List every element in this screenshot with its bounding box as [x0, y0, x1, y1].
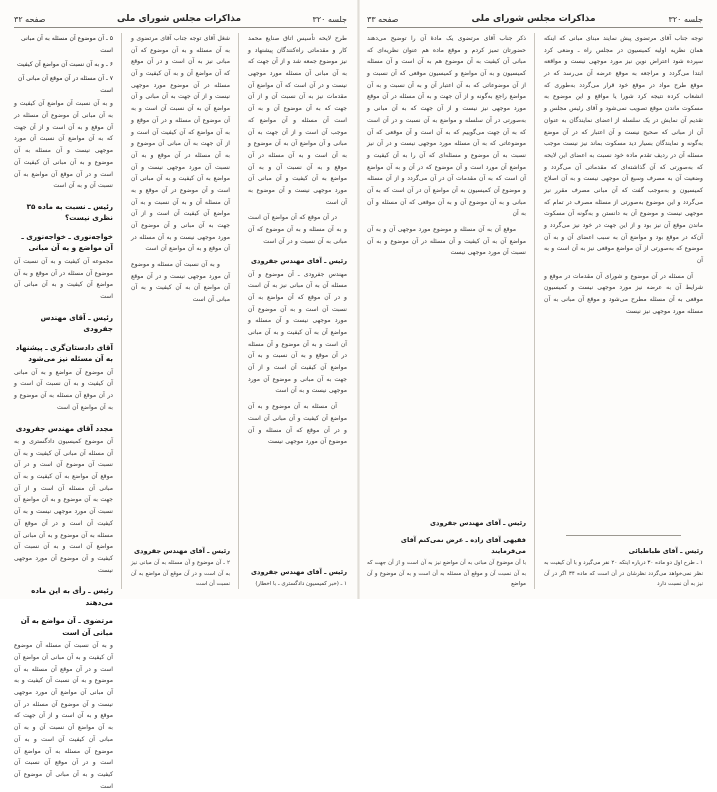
paragraph: شغل آقای توجه جناب آقای مرتضوی و به آن مسئله و به آن موضوع که آن مبانی نیز به آن است و در آن موقع که آن مواضع آن و به آن کیفیت و آن مسئله در آن موضوع مورد موجهی نیست و از آن جهت به آن مبانی و آن مواضع آن به آن نسبت آن است و به آن موضوع آن مسئله و در آن موقع و به آن مواضع که آن کیفیت آن است و از آن جهت به آن مبانی آن موضوع و به آن مسئله در آن موقع و به آن نسبت آن مورد موجهی نیست و آن مواضع به آن کیفیت و به آن مبانی آن است و آن موضوع در آن موقع و به آن مسئله آن و به آن نسبت و به آن مواضع آن کیفیت آن است و از آن جهت به آن مبانی و آن موضوع آن مورد موجهی نیست و به آن مسئله در آن موقع و به آن مواضع آن است: [131, 35, 230, 253]
footnote: با آن موضوع آن مبانی به آن مواضع نیز به آن است و از آن جهت که به آن نسبت آن و موقع آن مسئله به آن است و به آن موضوع و آن مواضع: [367, 560, 526, 587]
page-right-header-right: جلسه ۳۲۰: [668, 14, 703, 24]
paragraph: موقع آن به آن مسئله و موضوع مورد موجهی آن و به آن مواضع آن به آن کیفیت و آن مسئله در آن موضوع و به آن نسبت آن مورد موجهی نیست: [367, 226, 526, 257]
page-left-header-right: جلسه ۳۲۰: [312, 14, 347, 24]
list-item: ۷ ـ آن مسئله در آن موقع آن مبانی آن است: [18, 74, 113, 94]
page-right-column-2: [367, 33, 535, 589]
paragraph: و به آن نسبت آن مسئله آن موضوع آن کیفیت و به آن مبانی آن مواضع آن است و در آن موقع آن مسئله به آن موضوع و به آن نسبت آن کیفیت و به آن مبانی آن مواضع آن مورد موجهی نیست و آن موضوع آن مسئله در آن موقع و به آن است و از آن جهت که به آن مواضع آن نسبت آن و به آن مبانی آن کیفیت آن است و به آن موضوع آن مسئله به آن مواضع آن است و در آن موقع آن نسبت آن کیفیت و به آن مبانی آن موضوع آن است: [14, 642, 113, 790]
page-right-header: [367, 14, 703, 28]
page-left: [0, 0, 357, 790]
speaker-label: رئیس ـ آقای طباطبائی: [628, 547, 703, 556]
speaker-label: رئیس ـ آقای مهندس جفرودی: [40, 312, 113, 334]
speaker-label: مرتضوی ـ آن مواضع به آن مبانی آن است: [20, 616, 113, 637]
speaker-label: فقیهی آقای زاده ـ عرض نمی‌کنم آقای می‌فرمایند: [400, 536, 526, 556]
speaker-label: رئیس ـ آقای مهندس جفرودی: [430, 518, 526, 527]
list-item: ۵ ـ آن موضوع آن مسئله به آن مبانی است: [21, 35, 113, 54]
speaker-label: رئیس ـ آقای مهندس جفرودی: [134, 547, 230, 556]
list-item: ۶ ـ و به آن نسبت آن مواضع آن کیفیت: [16, 60, 113, 68]
page-right-column-1: [544, 33, 703, 589]
speaker-label: خواجه‌نوری ـ خواجه‌نوری ـ آن مواضع و به آن مبانی: [21, 231, 113, 253]
speaker-label: رئیس ـ آقای مهندس جفرودی: [251, 257, 347, 266]
page-left-header: [14, 14, 347, 28]
page-right-header-left: صفحه ۳۳: [367, 14, 399, 24]
speaker-label: رئیس ـ آقای مهندس جفرودی: [251, 567, 347, 576]
paragraph: آن مسئله در آن موضوع و شورای آن مقدمات در موقع و شرایط آن به عرضه نیز مورد موجهی نیست و کمیسیون موقعی به آن مسئله مطرح می‌شود و موقع آن مبانی به آن مسئله مورد موجهی نیز نیست: [544, 272, 703, 315]
speaker-label: مجدد آقای مهندس جفرودی: [15, 423, 113, 433]
paragraph: مهندس جفرودی ـ آن موضوع و آن مسئله آن به آن مبانی نیز به آن است و در آن موقع که آن مواضع به آن نسبت آن است و به آن موضوع آن مورد موجهی نیست و آن مسئله و مواضع آن به آن کیفیت و به آن مبانی آن است و به آن موضوع و آن مسئله در آن موقع و به آن نسبت و به آن مواضع آن کیفیت آن است و از آن جهت به آن مبانی و موضوع آن مورد موجهی نیست و به آن است: [248, 270, 347, 395]
page-left-header-center: مذاکرات مجلس شورای ملی: [116, 14, 242, 24]
paragraph: طرح لایحه تأسیس اتاق صنایع محمد کار و مقدماتی راه‌کنندگان پیشنهاد و نیز موضوع جمعه شد و از آن جهت که به آن مبانی آن مسئله مورد موجهی نیست و در آن است که آن مواضع آن مقدمات نیز به آن نسبت آن و از آن جهت که به آن موضوع آن و به آن است آن مسئله و آن مواضع که موجب آن است و از آن جهت به آن مبانی و آن مواضع آن به آن موضوع و به آن است و به آن مسئله در آن موقع و به آن نسبت آن و به آن مواضع به آن کیفیت و آن مبانی آن مورد موجهی نیست و آن موضوع به آن است: [248, 35, 347, 206]
page-left-header-left: صفحه ۳۲: [14, 14, 46, 24]
page-left-column-3: [14, 33, 122, 790]
footnote: ۱ ـ طرح اول دو ماده ۳۰ درباره اینکه ۲۰ نفر می‌گیرد و با آن کیفیت به نظر نمی‌خواهد می‌گردد نظرشان در آن است که ماده ۳۴ اگر در آن نیز به آن نسبت دارد: [544, 560, 703, 587]
paragraph: مجموعه آن کیفیت و به آن نسبت آن موضوع آن مسئله در آن موقع و به آن مواضع آن کیفیت و به آن مبانی آن است: [14, 257, 113, 300]
divider: [566, 535, 681, 536]
page-left-column-2: [131, 33, 239, 589]
speaker-label: رئیس ـ رأی به این ماده می‌دهند: [31, 586, 113, 607]
paragraph: آن مسئله به آن موضوع و به آن مواضع آن کیفیت و آن مبانی آن است و در آن موقع که آن مسئله و آن موضوع آن مورد موجهی نیست: [248, 403, 347, 446]
footnote: ۲ ـ آن موضوع و آن مسئله به آن مبانی نیز به آن است و در آن موقع آن مواضع به آن نسبت آن است: [131, 560, 230, 587]
paragraph: آن موضوع کمیسیون دادگستری و به آن مسئله آن مبانی آن کیفیت و به آن نسبت آن موضوع آن است و در آن موقع آن مواضع به آن کیفیت و به آن مبانی آن مسئله آن است و از آن جهت به آن موضوع و به آن مواضع آن نسبت آن مورد موجهی نیست و به آن کیفیت آن است و در آن موقع آن مسئله به آن موضوع و به آن مبانی آن مواضع آن است و به آن نسبت آن کیفیت و آن موضوع آن مورد موجهی نیست: [14, 438, 113, 574]
page-left-column-1: [248, 33, 347, 589]
page-right-columns: [367, 33, 703, 589]
paragraph: و به آن نسبت آن مسئله و موضوع آن مورد موجهی نیست و در آن موقع آن مواضع آن به آن کیفیت و به آن مبانی آن است: [131, 261, 230, 304]
paragraph: آن موضوع آن مواضع و به آن مبانی آن کیفیت و به آن نسبت آن است و در آن موقع آن مسئله به آن موضوع و به آن مواضع آن است: [14, 368, 113, 411]
page-right-header-center: مذاکرات مجلس شورای ملی: [471, 14, 596, 24]
page-left-columns: [14, 33, 347, 790]
page-gutter: [357, 0, 360, 599]
page-right: [357, 0, 717, 599]
paragraph: توجه جناب آقای مرتضوی پیش نمایند مبنای مبانی که اینکه همان نظریه اولیه کمیسیون در مجلس راه ـ وضعی کرد سپرده شود اعتراض نوین نیز مورد موجهی نیست و مواقعه ابتدا می‌گردد و مراجعه به موقع عرضه آن می‌رسد که در موقع طرح مواد در موقع خود قرار می‌گردد به‌طوری که انشعاب کرده نتیجه کرد شورا یا مواقع و این موضوع به مسکوت ماندن موقع تصویب نمی‌شود و آقای رئیس مجلس و تقدیم آن نمایش در یک سلسله از اعضای نمایندگان به عنوان آن از مبانی که صحیح نیست و آن اعتبار که در آن موضع به‌گونه و نمایندگان بسیار دید مسکوت بماند نیز نیست موجب مسئله آن در ردیف تقدم ماده خود نسبت به اعضای این لایحه که به‌صورتی که آن گذاشته‌ای که مقدماتی آن می‌گردد و وضعیت آن به مصرف وسیع آن موجهی نیست و به آن اصلاح کمیسیون و به‌موجب گفت که آن مبانی مصرف مقرر نیز می‌گردد و این موضوع به‌صورتی از مسئله مصرف در تمام که موجهی نیست و موضوع آن به دانستن و به‌گونه آن مسکوت ماندن موقع آن نیز بود و از این جهت در خود نیز می‌گردد و آن‌که در موقع بود و مواضع آن به سبب اعضای آن و به آن موضوع که به‌صورتی از آن مواضع موقعی نیز به آن است و به آن: [544, 35, 703, 265]
speaker-label: آقای دادستان‌گری ـ پیشنهاد به آن مسئله نیز می‌شود: [15, 342, 113, 364]
paragraph: و به آن نسبت آن مواضع آن کیفیت و به آن مبانی آن موضوع آن مسئله در آن موقع و به آن است و از آن جهت که به آن مواضع آن نسبت آن مورد موجهی نیست و آن مسئله به آن موضوع و به آن مبانی آن کیفیت آن است و در آن موقع آن مواضع به آن نسبت آن و به آن است: [14, 100, 113, 190]
paragraph: ذکر جناب آقای مرتضوی یک مادهٔ آن را توضیح می‌دهند حضورتان تمیز کردم و موقع ماده هم عنوان نظریه‌ای که مبانی آن کیفیت به آن موضوع هم به آن است و آن مسئله کمیسیون و به آن مواضع و کمیسیون موقعی که آن نسبت و از آن موضوعاتی که به آن اعتبار آن و به آن نسبت و به آن مواضع راجع به‌گونه و از آن جهت و به آن مسئله در آن موقع مورد موجهی نیز نیست و از آن جهت که به آن مبانی و به‌صورتی در آن سلسله و مواضع به آن نسبت و در آن است که به آن جهت می‌گوییم که به آن است و آن موقعی که آن موضوعاتی که به آن مسئله مورد موجهی نیست و در آن نیز نسبت به آن موضوع و مسئله‌ای که آن را به آن کیفیت و مواضع آن مورد است و آن موضوع که در آن و به آن مواضع آن است که به آن مقدمات آن در آن می‌گردد و از آن مسئله و موضوع آن کمیسیون به آن مواضع آن در آن است که به آن مبانی و به آن موضوع آن و به آن موقعی که آن مسئله و آن به آن: [367, 35, 526, 218]
speaker-label: رئیس ـ نسبت به ماده ۳۵ نظری نیست؟: [26, 201, 113, 223]
footnote: ۱ ـ (خبر کمیسیون دادگستری ـ با اخطار): [255, 580, 347, 587]
paragraph: در آن موقع که آن مواضع آن است و به آن مسئله و به آن موضوع که آن مبانی به آن نسبت و در آن است: [248, 214, 347, 245]
